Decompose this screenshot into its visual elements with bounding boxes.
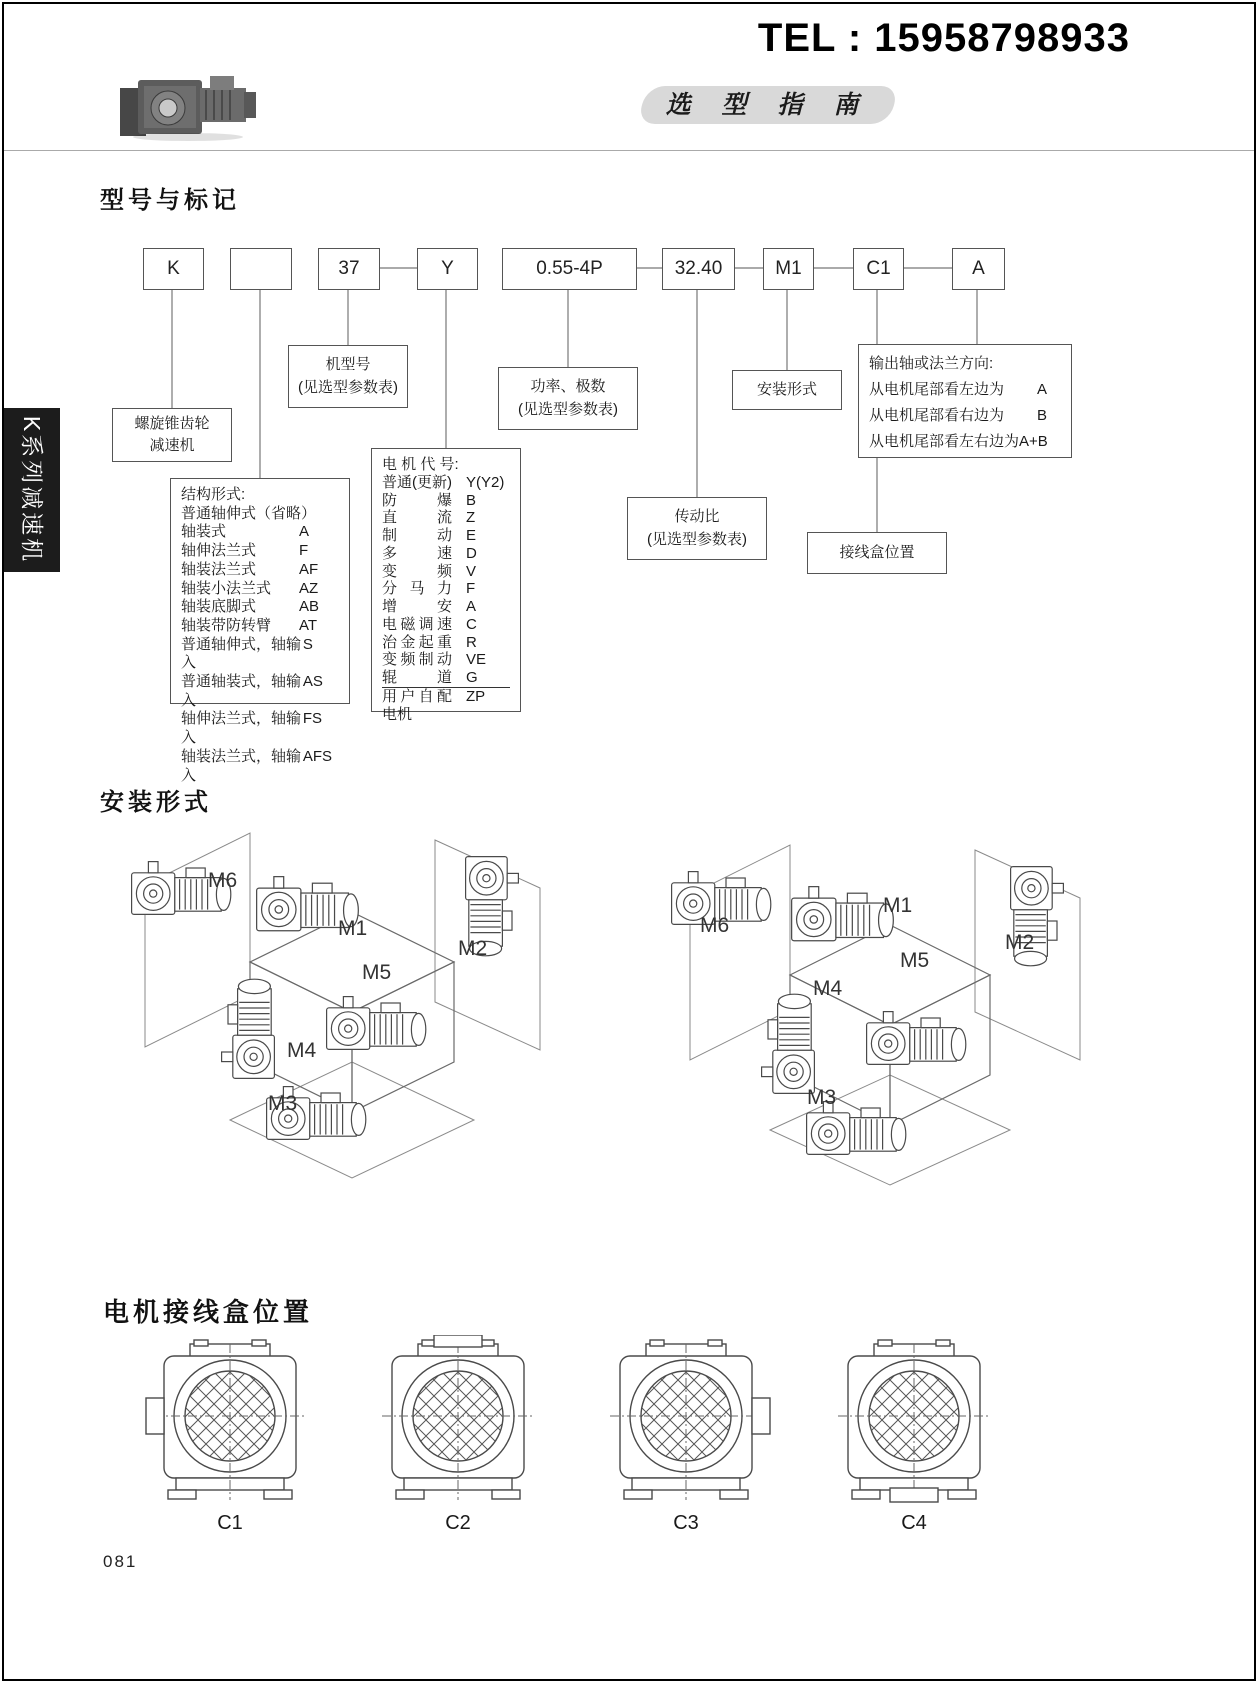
structure-row [181, 748, 339, 785]
structure-row [181, 598, 339, 617]
motor-code-row [382, 616, 510, 634]
structure-row [181, 580, 339, 599]
junction-box-right [752, 1398, 770, 1434]
motor-code: D [466, 544, 477, 562]
motor-code: A [466, 598, 477, 615]
output-dir-code: A [1036, 381, 1047, 398]
motor-code-row [382, 634, 510, 652]
mounting-form-label [732, 370, 842, 410]
motor-code-row [382, 527, 510, 545]
structure-row [181, 710, 339, 747]
motor-code-row [382, 563, 510, 581]
structure-code: A [299, 523, 310, 541]
structure-name: 轴装底脚式 [181, 598, 257, 616]
junction-pos-label [807, 532, 947, 574]
code-box-series: K [143, 248, 204, 290]
structure-code: AS [302, 673, 323, 691]
structure-code: FS [302, 710, 323, 728]
motor-code-row [382, 580, 510, 598]
structure-name: 轴装法兰式 [181, 560, 257, 578]
structure-title: 结构形式: [181, 486, 246, 503]
junction-box-left [146, 1398, 164, 1434]
junction-pos-text: 接线盒位置 [839, 543, 915, 561]
code-box-motor: Y [417, 248, 478, 290]
junction-box-bottom [890, 1488, 938, 1502]
structure-name: 普通轴伸式，轴输入 [181, 635, 302, 672]
motor-code-row [382, 651, 510, 669]
mounting-label-m5: M5 [362, 961, 392, 984]
phone-number: TEL : 15958798933 [757, 16, 1130, 60]
motor-code-row [382, 474, 510, 492]
motor-code-row [382, 492, 510, 510]
page-number: 081 [103, 1552, 138, 1571]
junction-label-c3: C3 [673, 1512, 699, 1534]
structure-code: AB [299, 598, 320, 616]
motor-code-row [382, 598, 510, 616]
mounting-label-m5: M5 [900, 949, 930, 972]
structure-row [181, 542, 339, 561]
model-no-line2: (见选型参数表) [298, 378, 398, 396]
motor-code: G [466, 669, 478, 686]
motor-name: 用户自配电机 [382, 687, 452, 723]
code-box-mounting: M1 [763, 248, 814, 290]
motor-name: 增安 [382, 598, 452, 615]
junction-section-title: 电机接线盒位置 [103, 1297, 314, 1327]
mounting-label-m6: M6 [700, 914, 730, 937]
motor-name: 分马力 [382, 580, 452, 598]
mounting-section-title: 安装形式 [100, 789, 212, 816]
mounting-label-m4: M4 [813, 977, 843, 1000]
structure-code: F [299, 542, 309, 560]
mounting-label-m3: M3 [807, 1086, 837, 1109]
reducer-type-line1: 螺旋锥齿轮 [134, 414, 210, 432]
motor-name: 辊道 [382, 669, 452, 686]
motor-name: 普通(更新) [382, 473, 452, 491]
structure-name: 轴装式 [181, 523, 227, 541]
motor-code: B [466, 491, 477, 509]
mounting-label-m4: M4 [287, 1039, 317, 1062]
output-direction-row [869, 377, 1061, 403]
output-dir-text: 从电机尾部看左边为 [869, 381, 1005, 398]
structure-code: AF [299, 560, 319, 578]
junction-box-top [434, 1335, 482, 1347]
mounting-form-text: 安装形式 [756, 380, 817, 398]
structure-row [181, 523, 339, 542]
motor-code-row [382, 509, 510, 527]
structure-name: 轴装带防转臂 [181, 616, 272, 634]
motor-code: E [466, 527, 477, 544]
code-box-ratio: 32.40 [662, 248, 735, 290]
junction-label-c4: C4 [901, 1512, 927, 1534]
motor-code: F [466, 580, 476, 598]
mounting-label-m2: M2 [1005, 931, 1035, 954]
motor-code-row [382, 687, 510, 724]
output-direction-last-row: 从电机尾部看左右边为A+B [869, 433, 1048, 450]
junction-label-c1: C1 [217, 1512, 243, 1534]
mounting-label-m3: M3 [268, 1092, 298, 1115]
mounting-label-m2: M2 [458, 937, 488, 960]
structure-forms-box [170, 478, 350, 784]
motor-name: 防爆 [382, 491, 452, 509]
structure-code: AZ [299, 579, 319, 597]
code-box-junction: C1 [853, 248, 904, 290]
motor-codes-box [371, 448, 521, 723]
power-poles-line2: (见选型参数表) [518, 400, 618, 418]
structure-name: 轴装小法兰式 [181, 579, 272, 597]
motor-code: R [466, 633, 477, 651]
code-box-direction: A [952, 248, 1005, 290]
output-direction-row [869, 403, 1061, 429]
motor-code: Z [466, 509, 476, 527]
ratio-line2: (见选型参数表) [647, 530, 747, 548]
mounting-label-m1: M1 [883, 894, 913, 917]
motor-name: 变频制动 [382, 651, 452, 669]
motor-code: V [466, 562, 477, 580]
motor-name: 多速 [382, 544, 452, 562]
series-side-tab-label: K系列减速机 [19, 415, 45, 565]
output-direction-box [858, 344, 1072, 458]
structure-name: 普通轴装式，轴输入 [181, 673, 302, 709]
structure-row [181, 636, 339, 673]
ratio-label [627, 497, 767, 560]
section-banner-title: 选 型 指 南 [665, 91, 871, 119]
structure-name: 轴伸法兰式，轴输入 [181, 710, 302, 747]
structure-code: S [302, 635, 313, 653]
structure-code: AFS [302, 747, 333, 765]
junction-label-c2: C2 [445, 1512, 471, 1534]
motor-code-row [382, 669, 510, 687]
motor-code: ZP [466, 687, 486, 705]
motor-codes-title: 电 机 代 号: [382, 456, 459, 473]
structure-name: 轴装法兰式，轴输入 [181, 747, 302, 784]
code-box-power: 0.55-4P [502, 248, 637, 290]
structure-row [181, 673, 339, 710]
motor-code: Y(Y2) [466, 473, 505, 491]
code-box-size: 37 [318, 248, 380, 290]
model-no-label [288, 345, 408, 408]
model-no-line1: 机型号 [325, 356, 371, 373]
ratio-line1: 传动比 [674, 508, 720, 525]
structure-subtitle: 普通轴伸式（省略） [181, 504, 317, 522]
motor-code-row [382, 545, 510, 563]
junction-position-drawings [90, 1335, 1170, 1515]
motor-code: C [466, 615, 477, 633]
motor-name: 电磁调速 [382, 615, 452, 633]
structure-name: 轴伸法兰式 [181, 542, 257, 560]
output-direction-title: 输出轴或法兰方向: [869, 355, 994, 372]
reducer-type-line2: 减速机 [149, 437, 195, 454]
reducer-type-label [112, 408, 232, 462]
motor-name: 制动 [382, 527, 452, 544]
code-box-structure [230, 248, 292, 290]
motor-name: 治金起重 [382, 633, 452, 651]
power-poles-line1: 功率、极数 [530, 378, 606, 395]
model-section-title: 型号与标记 [100, 187, 240, 214]
motor-name: 直流 [382, 509, 452, 527]
power-poles-label [498, 367, 638, 430]
structure-row [181, 561, 339, 580]
mounting-label-m6: M6 [208, 869, 238, 892]
output-dir-text: 从电机尾部看右边为 [869, 407, 1005, 424]
output-dir-code: B [1036, 407, 1047, 424]
structure-code: AT [299, 616, 318, 634]
mounting-label-m1: M1 [338, 917, 368, 940]
mounting-diagrams [90, 825, 1170, 1225]
structure-row [181, 617, 339, 636]
motor-name: 变频 [382, 562, 452, 580]
motor-code: VE [466, 651, 487, 669]
